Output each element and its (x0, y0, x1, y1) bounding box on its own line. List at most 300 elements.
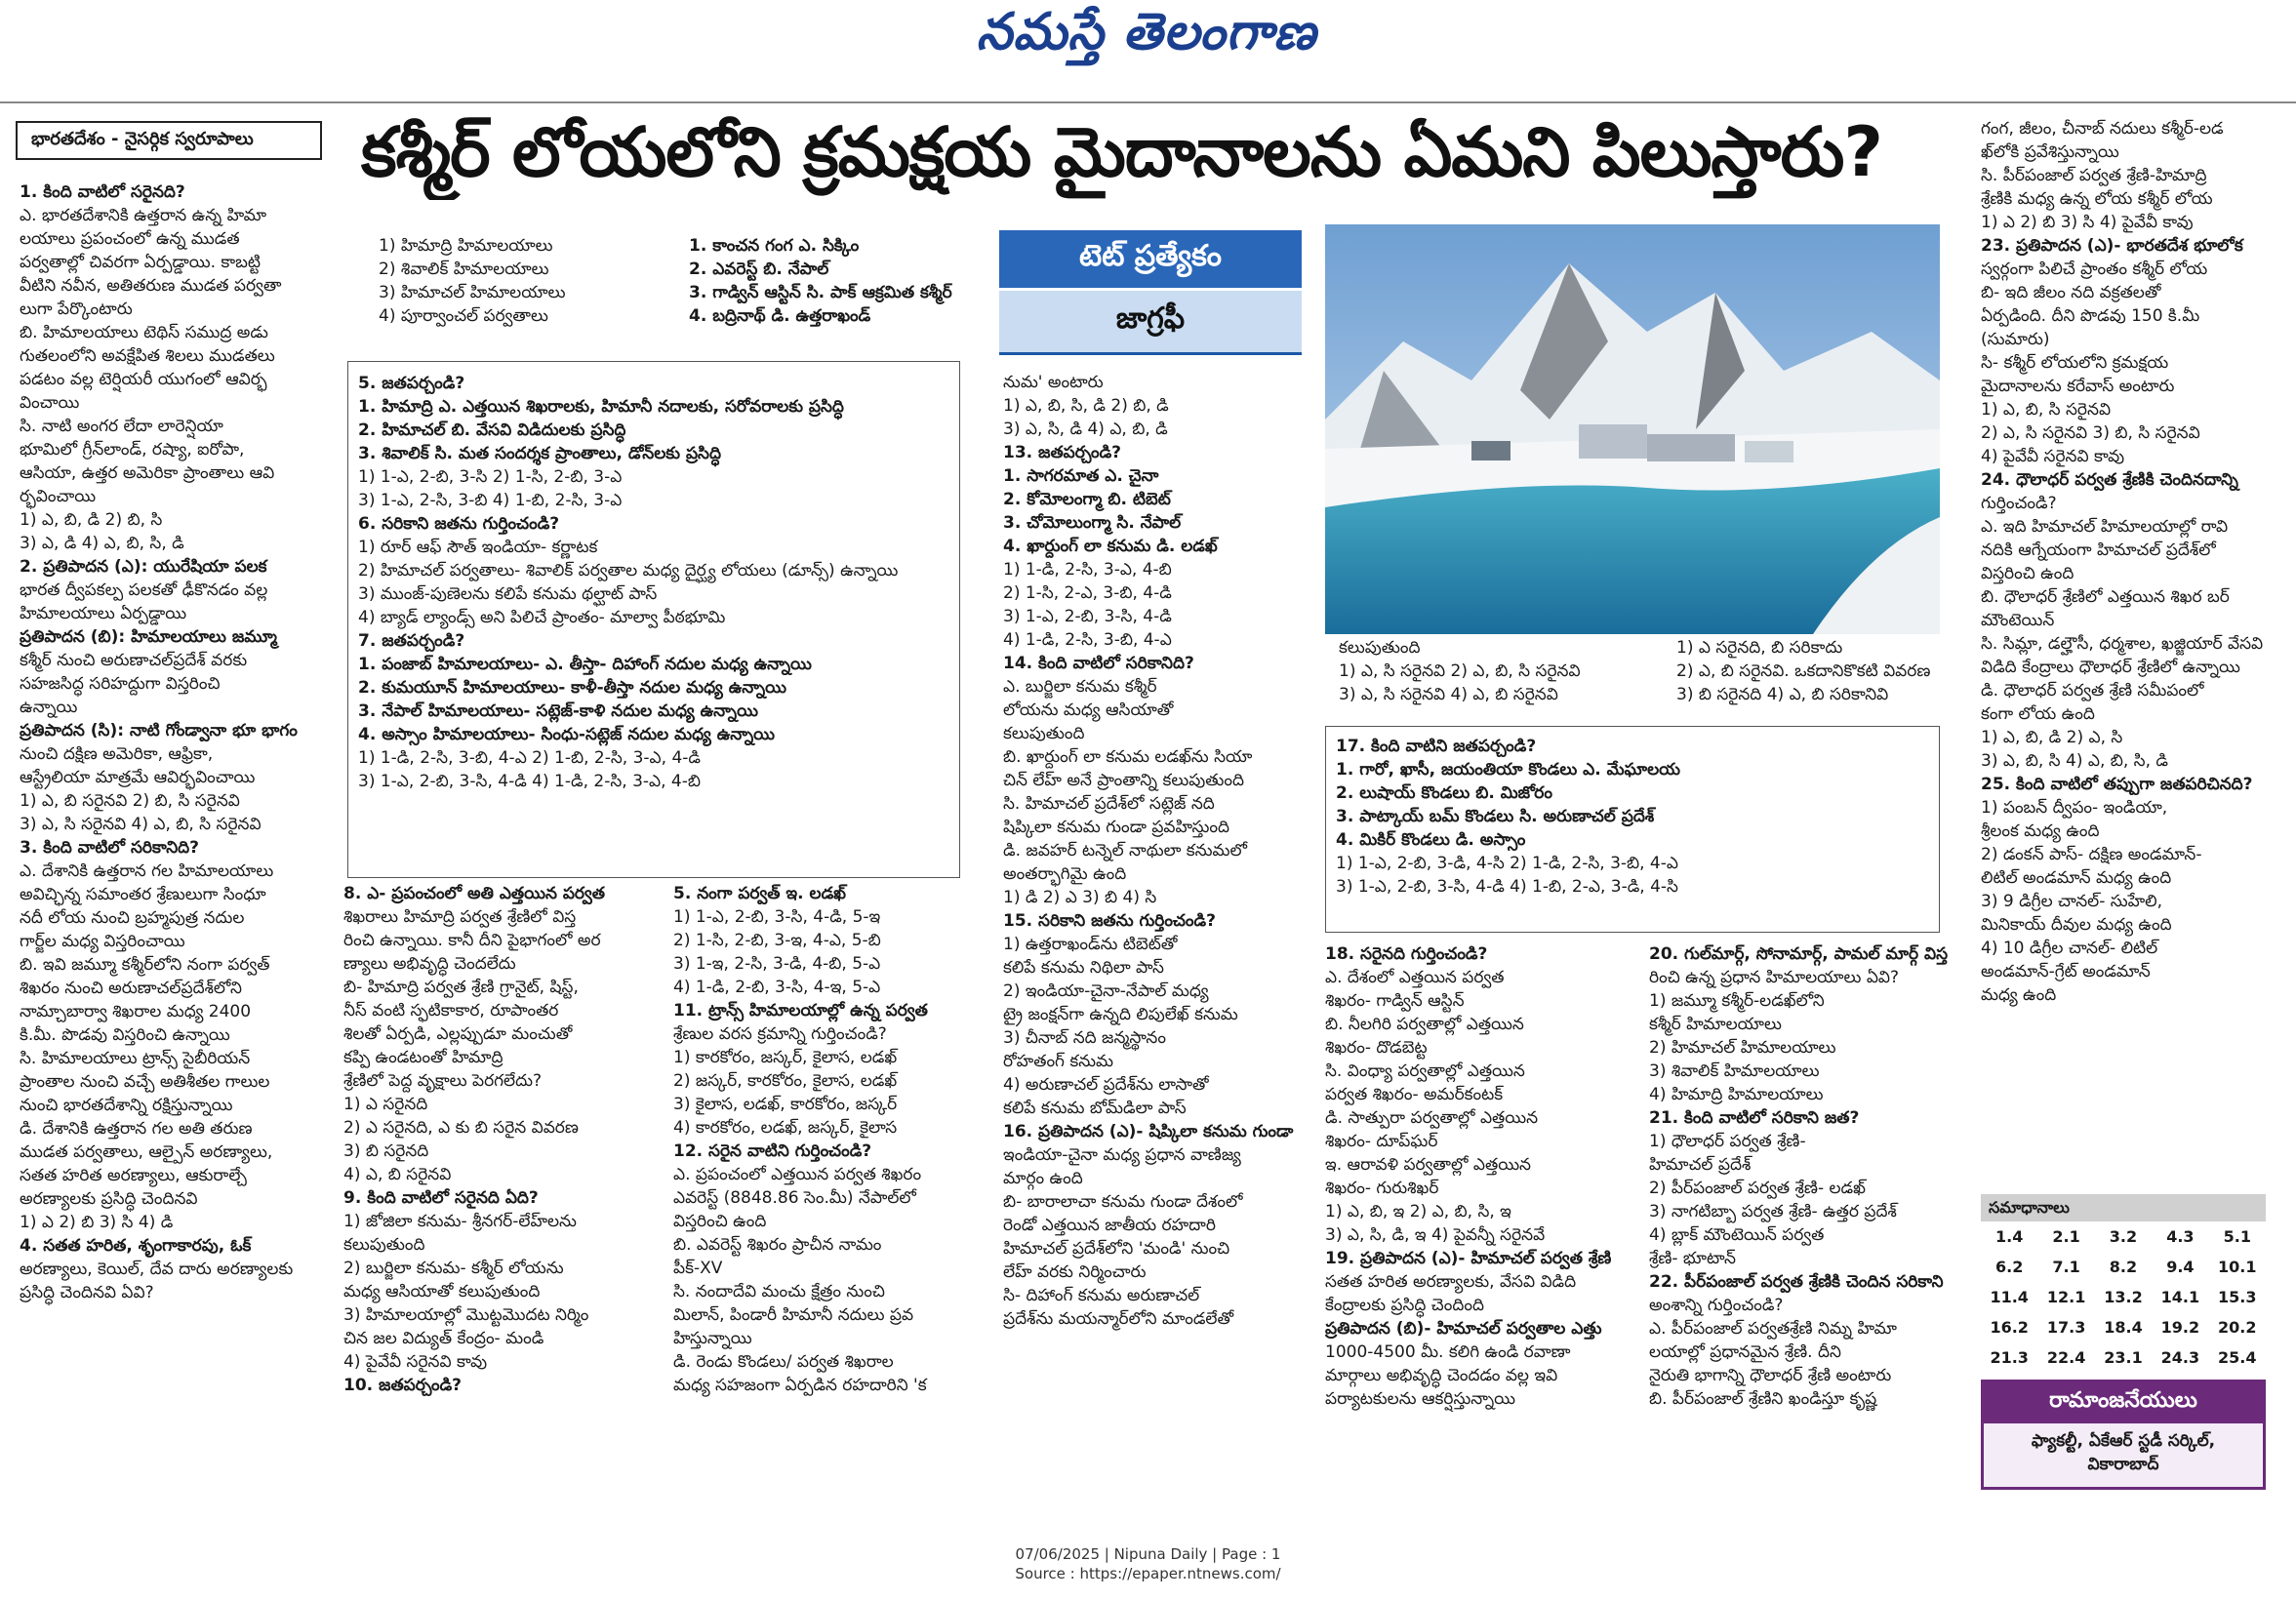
answer-cell: 13.2 (2104, 1288, 2143, 1306)
col1-line: పర్వతాల్లో చివరగా ఏర్పడ్డాయి. కాబట్టి (20, 253, 262, 272)
col4-line: కలుపుతుంది (1003, 724, 1085, 743)
col5-line: ప్రతిపాదన (బి)- హిమాచల్ పర్వతాల ఎత్తు (1325, 1319, 1602, 1339)
col7-line: 1) ఎ, బి, డి 2) ఎ, సి (1981, 728, 2123, 747)
col2_bottom-line: 4) పైవేవీ సరైనవి కావు (343, 1352, 488, 1372)
col4-line: 4. ఖార్దుంగ్ లా కనుమ డి. లడఖ్ (1003, 537, 1218, 556)
col1-line: 1) ఎ 2) బి 3) సి 4) డి (20, 1213, 174, 1232)
col3_bottom-line: ఎవరెస్ట్ (8848.86 సెం.మీ) నేపాల్‌లో (673, 1188, 916, 1208)
answers-title: సమాధానాలు (1981, 1194, 2266, 1221)
box1-line: 7. జతపర్చండి? (358, 631, 465, 651)
col2_bottom-line: 2) ఎ సరైనది, ఎ కు బి సరైన వివరణ (343, 1118, 579, 1138)
col5-line: సతత హరిత అరణ్యాలకు, వేసవి విడిది (1325, 1272, 1577, 1292)
col4-line: 1. సాగరమాత ఎ. చైనా (1003, 466, 1159, 486)
col3_bottom-line: పీక్-XV (673, 1259, 723, 1278)
col7-line: స్వర్గంగా పిలిచే ప్రాంతం కశ్మీర్ లోయ (1981, 260, 2208, 279)
col6-line: 2) హిమాచల్ హిమాలయాలు (1649, 1038, 1836, 1058)
answers-table (1981, 1221, 2266, 1373)
column-1 (20, 180, 332, 1304)
box1-line: 6. సరికాని జతను గుర్తించండి? (358, 514, 560, 534)
col2_bottom-line: శిఖరాలు హిమాద్రి పర్వత శ్రేణిలో విస్త (343, 907, 577, 927)
col2_bottom-line: మధ్య ఆసియాతో కలుపుతుంది (343, 1282, 541, 1301)
col2_bottom-line: 9. కింది వాటిలో సరైనది ఏది? (343, 1188, 539, 1208)
col5-line: బి. నీలగిరి పర్వతాల్లో ఎత్తయిన (1325, 1015, 1524, 1034)
col1-line: కి.మీ. పొడవు విస్తరించి ఉన్నాయి (20, 1025, 230, 1045)
box1-line: 3) ముంజ్-పుణెలను కలిపే కనుమ థల్ఘాట్ పాస్ (358, 584, 658, 604)
col4-line: కలిపే కనుమ నిథిలా పాస్ (1003, 958, 1164, 978)
col5_top-line: 3) ఎ, సి సరైనవి 4) ఎ, బి సరైనవి (1339, 685, 1558, 704)
col3_bottom-line: 1) కారకోరం, జస్కర్, కైలాస, లడఖ్ (673, 1048, 898, 1067)
col1-line: 3. కింది వాటిలో సరికానిది? (20, 838, 199, 858)
col7-line: మౌంటెయిన్ (1981, 611, 2055, 630)
col4-line: ఇండియా-చైనా మధ్య ప్రధాన వాణిజ్య (1003, 1145, 1241, 1165)
col3_bottom-line: ఎ. ప్రపంచంలో ఎత్తయిన పర్వత శిఖరం (673, 1165, 922, 1184)
box1-line: 1) 1-డి, 2-సి, 3-బి, 4-ఎ 2) 1-బి, 2-సి, 3-ఎ, 4-డి (358, 748, 701, 768)
col1-line: పడటం వల్ల టెర్షియరీ యుగంలో ఆవిర్భ (20, 370, 267, 389)
col1-line: భూమిలో గ్రీన్‌లాండ్, రష్యా, ఐరోపా, (20, 440, 245, 460)
col4-line: హిమాచల్ ప్రదేశ్‌లోని 'మండి' నుంచి (1003, 1239, 1230, 1259)
col5-line: 19. ప్రతిపాదన (ఎ)- హిమాచల్ పర్వత శ్రేణి (1325, 1249, 1612, 1268)
answers-row (1981, 1252, 2266, 1282)
col4-line: 15. సరికాని జతను గుర్తించండి? (1003, 911, 1216, 931)
box1-line: 1) 1-ఎ, 2-బి, 3-సి 2) 1-సి, 2-బి, 3-ఎ (358, 467, 623, 487)
col1-line: ప్రసిద్ధి చెందినవి ఏవి? (20, 1283, 154, 1302)
answer-cell: 5.1 (2223, 1227, 2251, 1246)
col2_bottom-line: 2) బుర్జిలా కనుమ- కశ్మీర్ లోయను (343, 1259, 564, 1278)
col7-line: 2) ఎ, సి సరైనవి 3) బి, సి సరైనవి (1981, 423, 2200, 443)
match-box-1 (347, 361, 960, 878)
box1-line: 4) బ్యాడ్ ల్యాండ్స్ అని పిలిచే ప్రాంతం- మాల్వా పీఠభూమి (358, 608, 726, 627)
col7-line: సి. పీర్‌పంజాల్ పర్వత శ్రేణి-హిమాద్రి (1981, 166, 2207, 185)
col7-line: ఎ. ఇది హిమాచల్ హిమాలయాల్లో రావి (1981, 517, 2229, 537)
answer-cell: 15.3 (2218, 1288, 2257, 1306)
col1-line: ఆస్ట్రేలియా మాత్రమే ఆవిర్భవించాయి (20, 768, 256, 787)
headline: కశ్మీర్ లోయలోని క్రమక్షయ మైదానాలను ఏమని పిలుస్తారు? (361, 112, 1882, 192)
col7-line: 3) ఎ, బి, సి 4) ఎ, బి, సి, డి (1981, 751, 2168, 771)
col7-line: 1) పంబన్ ద్వీపం- ఇండియా, (1981, 798, 2168, 818)
col3_bottom-line: హిస్తున్నాయి (673, 1329, 752, 1348)
col4-line: సి- దిహాంగ్ కనుమ అరుణాచల్ (1003, 1286, 1200, 1305)
column-2-top (379, 234, 671, 328)
author-affiliation: ఫ్యాకల్టీ, ఏకేఆర్ స్టడీ సర్కిల్, (2031, 1431, 2216, 1451)
col6-line: కశ్మీర్ హిమాలయాలు (1649, 1015, 1782, 1034)
col3_bottom-line: డి. రెండు కొండలు/ పర్వత శిఖరాల (673, 1352, 894, 1372)
answer-cell: 4.3 (2166, 1227, 2195, 1246)
col3_bottom-line: 1) 1-ఎ, 2-బి, 3-సి, 4-డి, 5-ఇ (673, 907, 881, 927)
col7-line: గంగ, జీలం, చీనాబ్ నదులు కశ్మీర్-లడ (1981, 119, 2224, 139)
col7-line: శ్రేణికి మధ్య ఉన్న లోయ కశ్మీర్ లోయ (1981, 189, 2213, 209)
column-2-bottom (343, 882, 656, 1397)
col7-line: 24. ధౌలాధర్ పర్వత శ్రేణికి చెందినదాన్ని (1981, 470, 2238, 490)
col1-line: అరణ్యాలు, కెయిల్, దేవ దారు అరణ్యాలకు (20, 1260, 294, 1279)
header-rule (0, 101, 2296, 103)
col7-line: మైదానాలను కరేవాస్ అంటారు (1981, 377, 2175, 396)
col7-line: బి- ఇది జీలం నది వక్రతలతో (1981, 283, 2161, 302)
col1-line: ర్భవించాయి (20, 487, 97, 506)
answer-cell: 22.4 (2046, 1348, 2086, 1367)
col1-line: ఎ. భారతదేశానికి ఉత్తరాన ఉన్న హిమా (20, 206, 267, 225)
col7-line: గుర్తించండి? (1981, 494, 2057, 513)
col4-line: 1) 1-డి, 2-సి, 3-ఎ, 4-బి (1003, 560, 1172, 580)
col2_bottom-line: 10. జతపర్చండి? (343, 1376, 463, 1395)
col4-line: 4) 1-డి, 2-సి, 3-బి, 4-ఎ (1003, 630, 1172, 650)
col3_bottom-line: 12. సరైన వాటిని గుర్తించండి? (673, 1141, 872, 1161)
col7-line: ఖ్‌లోకి ప్రవేశిస్తున్నాయి (1981, 142, 2119, 162)
answers-row (1981, 1221, 2266, 1252)
col5-line: డి. సాత్పురా పర్వతాల్లో ఎత్తయిన (1325, 1108, 1539, 1128)
box1-line: 3) 1-ఎ, 2-సి, 3-బి 4) 1-బి, 2-సి, 3-ఎ (358, 491, 623, 510)
answer-cell: 6.2 (1995, 1258, 2024, 1276)
col5-line: శిఖరం- దొడబెట్ట (1325, 1038, 1428, 1058)
col1-line: సి. హిమాలయాలు ట్రాన్స్ సైబీరియన్ (20, 1049, 251, 1068)
col3_bottom-line: 4) కారకోరం, లడఖ్, జస్కర్, కైలాస (673, 1118, 898, 1138)
column-6-top (1676, 636, 1969, 706)
col4-line: 14. కింది వాటిలో సరికానిది? (1003, 654, 1194, 673)
col4-line: 13. జతపర్చండి? (1003, 443, 1122, 462)
col2_bottom-line: 1) ఎ సరైనది (343, 1095, 428, 1114)
col6-line: రించి ఉన్న ప్రధాన హిమాలయాలు ఏవి? (1649, 968, 1900, 987)
col4-line: ట్రై జంక్షన్‌గా ఉన్నది లిపులేఖ్ కనుమ (1003, 1005, 1238, 1024)
col7-line: విడిది కేంద్రాలు ధౌలాధర్ శ్రేణిలో ఉన్నాయి (1981, 658, 2240, 677)
col2_top-line: 4) పూర్వాంచల్ పర్వతాలు (379, 306, 548, 326)
col7-line: (సుమారు) (1981, 330, 2050, 349)
box1-line: 4. అస్సాం హిమాలయాలు- సింధు-సట్లెజ్ నదుల మధ్య ఉన్నాయి (358, 725, 776, 744)
col1-line: లుగా పేర్కొంటారు (20, 300, 133, 319)
col7-line: శ్రీలంక మధ్య ఉంది (1981, 821, 2100, 841)
col1-line: బి. హిమాలయాలు టెథిస్ సముద్ర అడు (20, 323, 268, 342)
col4-line: సి. హిమాచల్ ప్రదేశ్‌లో సట్లెజ్ నది (1003, 794, 1215, 814)
col3_bottom-line: విస్తరించి ఉంది (673, 1212, 767, 1231)
box2-line: 2. లుషాయ్ కొండలు బి. మిజోరం (1336, 783, 1553, 803)
col5-line: 1000-4500 మీ. కలిగి ఉండి రవాణా (1325, 1342, 1571, 1362)
col7-line: విస్తరించి ఉంది (1981, 564, 2074, 583)
col5-line: శిఖరం- గాడ్విన్ ఆస్టిన్ (1325, 991, 1465, 1011)
col5-line: శిఖరం- దూప్‌ఘర్ (1325, 1132, 1438, 1151)
col1-line: వించాయి (20, 393, 80, 413)
answer-cell: 18.4 (2104, 1318, 2143, 1337)
col4-line: 2) 1-సి, 2-ఎ, 3-బి, 4-డి (1003, 583, 1172, 603)
col1-line: అరణ్యాలకు ప్రసిద్ధి చెందినవి (20, 1189, 198, 1209)
column-6 (1649, 942, 1971, 1411)
col1-line: డి. దేశానికి ఉత్తరాన గల అతి తరుణ (20, 1119, 253, 1139)
col2_bottom-line: శిలతో ఏర్పడి, ఎల్లప్పుడూ మంచుతో (343, 1024, 573, 1044)
box2-line: 3. పాట్కాయ్ బమ్ కొండలు సి. అరుణాచల్ ప్రదేశ్ (1336, 807, 1655, 826)
col6-line: 4) హిమాద్రి హిమాలయాలు (1649, 1085, 1824, 1104)
col1-line: కశ్మీర్ నుంచి అరుణాచల్‌ప్రదేశ్ వరకు (20, 651, 248, 670)
col4-line: 3) 1-ఎ, 2-బి, 3-సి, 4-డి (1003, 607, 1172, 626)
col4-line: బి. ఖార్దుంగ్ లా కనుమ లడఖ్‌ను సియా (1003, 747, 1253, 767)
col1-line: గార్జ్‌ల మధ్య విస్తరించాయి (20, 932, 185, 951)
col4-line: 1) డి 2) ఎ 3) బి 4) సి (1003, 888, 1157, 907)
col6-line: 1) ధౌలాధర్ పర్వత శ్రేణి- (1649, 1132, 1806, 1151)
col2_bottom-line: 3) హిమాలయాల్లో మొట్టమొదట నిర్మిం (343, 1305, 589, 1325)
answer-cell: 16.2 (1990, 1318, 2029, 1337)
footer-source: Source : https://epaper.ntnews.com/ (1015, 1565, 1281, 1582)
col6-line: 20. గుల్‌మార్గ్, సోనామార్గ్, పామల్ మార్గ్ విస్త (1649, 944, 1949, 964)
col3_bottom-line: 2) జస్కర్, కారకోరం, కైలాస, లడఖ్ (673, 1071, 898, 1091)
answer-cell: 12.1 (2046, 1288, 2086, 1306)
col1-line: నదీ లోయ నుంచి బ్రహ్మపుత్ర నదుల (20, 908, 245, 928)
col6_top-line: 2) ఎ, బి సరైనవి. ఒకదానికొకటి వివరణ (1676, 661, 1931, 681)
answer-cell: 10.1 (2218, 1258, 2257, 1276)
col2_top-line: 1) హిమాద్రి హిమాలయాలు (379, 236, 553, 256)
col1-line: నామ్చాబార్వా శిఖరాల మధ్య 2400 (20, 1002, 252, 1021)
col7-line: నదికి ఆగ్నేయంగా హిమాచల్ ప్రదేశ్‌లో (1981, 540, 2216, 560)
col2_bottom-line: నీస్ వంటి స్ఫటికాకార, రూపాంతర (343, 1001, 559, 1021)
col4-line: 4) అరుణాచల్ ప్రదేశ్‌ను లాసాతో (1003, 1075, 1209, 1095)
col7-line: కంగా లోయ ఉంది (1981, 704, 2095, 724)
col4-line: డి. జవహర్ టన్నెల్ నాథులా కనుమలో (1003, 841, 1247, 861)
col6-line: 2) పీర్‌పంజాల్ పర్వత శ్రేణి- లడఖ్ (1649, 1179, 1866, 1198)
column-1-text (20, 180, 332, 1304)
col5-line: ఎ. దేశంలో ఎత్తయిన పర్వత (1325, 968, 1505, 987)
box1-line: 2) హిమాచల్ పర్వతాలు- శివాలిక్ పర్వతాల మధ్య దైర్ఘ్య లోయలు (డూన్స్) ఉన్నాయి (358, 561, 899, 580)
col5-line: మార్గాలు అభివృద్ధి చెందడం వల్ల ఇవి (1325, 1366, 1558, 1385)
col3_bottom-line: 3) 1-ఇ, 2-సి, 3-డి, 4-బి, 5-ఎ (673, 954, 881, 974)
col1-line: అవిచ్ఛిన్న సమాంతర శ్రేణులుగా సింధూ (20, 885, 266, 904)
match-box-2 (1325, 726, 1940, 933)
col3_bottom-line: 4) 1-డి, 2-బి, 3-సి, 4-ఇ, 5-ఎ (673, 978, 881, 997)
col6-line: అంశాన్ని గుర్తించండి? (1649, 1296, 1784, 1315)
col4-line: లేహ్ వరకు నిర్మించారు (1003, 1262, 1147, 1282)
col6-line: ఎ. పీర్‌పంజాల్ పర్వతశ్రేణి నిమ్న హిమా (1649, 1319, 1897, 1339)
answer-cell: 1.4 (1995, 1227, 2024, 1246)
col7-line: మధ్య ఉంది (1981, 985, 2057, 1005)
answers-row (1981, 1312, 2266, 1342)
col3_top-line: 1. కాంచన గంగ ఎ. సిక్కిం (689, 236, 860, 256)
col4-line: షిప్కిలా కనుమ గుండా ప్రవహిస్తుంది (1003, 818, 1229, 837)
author-box (1981, 1380, 2266, 1490)
box1-line: 3. నేపాల్ హిమాలయాలు- సట్లెజ్-కాళి నదుల మధ్య ఉన్నాయి (358, 701, 758, 721)
col1-line: లయాలు ప్రపంచంలో ఉన్న ముడత (20, 229, 240, 249)
col5-line: 18. సరైనది గుర్తించండి? (1325, 944, 1488, 964)
col1-line: శిఖరం నుంచి అరుణాచల్‌ప్రదేశ్‌లోని (20, 979, 242, 998)
col1-line: ఆసియా, ఉత్తర అమెరికా ప్రాంతాలు ఆవి (20, 463, 275, 483)
col4-line: చిన్ లేహ్ అనే ప్రాంతాన్ని కలుపుతుంది (1003, 771, 1244, 790)
col6-line: 3) శివాలిక్ హిమాలయాలు (1649, 1061, 1820, 1081)
col1-line: 1. కింది వాటిలో సరైనది? (20, 182, 185, 202)
col4-line: బి- బారాలాచా కనుమ గుండా దేశంలో (1003, 1192, 1243, 1212)
col1-line: భారత ద్వీపకల్ప పలకతో ఢీకొనడం వల్ల (20, 580, 268, 600)
col6-line: 21. కింది వాటిలో సరికాని జత? (1649, 1108, 1860, 1128)
col6-line: 3) నాగటిబ్బా పర్వత శ్రేణి- ఉత్తర ప్రదేశ్ (1649, 1202, 1897, 1221)
col7-line: సి. సిమ్లా, డల్హౌసీ, ధర్మశాల, ఖజ్జియార్ వేసవి (1981, 634, 2264, 654)
col7-line: డి. ధౌలాధర్ పర్వత శ్రేణి సమీపంలో (1981, 681, 2204, 700)
answer-cell: 24.3 (2160, 1348, 2200, 1367)
col2_bottom-line: 4) ఎ, బి సరైనవి (343, 1165, 452, 1184)
col7-line: 1) ఎ, బి, సి సరైనవి (1981, 400, 2112, 420)
article-photo (1325, 224, 1940, 634)
col1-line: సతత హరిత అరణ్యాలు, ఆకురాల్చే (20, 1166, 247, 1185)
col5-line: కేంద్రాలకు ప్రసిద్ధి చెందింది (1325, 1296, 1484, 1315)
col4-line: కలిపే కనుమ బోమ్‌డిలా పాస్ (1003, 1099, 1187, 1118)
answers-row (1981, 1342, 2266, 1373)
col1-line: ఎ. దేశానికి ఉత్తరాన గల హిమాలయాలు (20, 861, 274, 881)
col1-line: 4. సతత హరిత, శృంగాకారపు, ఓక్ (20, 1236, 252, 1256)
col7-line: 25. కింది వాటిలో తప్పుగా జతపరిచినది? (1981, 775, 2253, 794)
col3_top-line: 4. బద్రినాథ్ డి. ఉత్తరాఖండ్ (689, 306, 871, 326)
col2_bottom-line: 3) బి సరైనది (343, 1141, 429, 1161)
answer-cell: 14.1 (2160, 1288, 2200, 1306)
col3_bottom-line: 5. నంగా పర్వత్ ఇ. లడఖ్ (673, 884, 846, 903)
col4-line: లోయను మధ్య ఆసియాతో (1003, 700, 1174, 720)
col7-line: 2) డంకన్ పాస్- దక్షిణ అండమాన్- (1981, 845, 2202, 864)
col3_bottom-line: మధ్య సహజంగా ఏర్పడిన రహదారిని 'క (673, 1376, 927, 1395)
col6-line: శ్రేణి- భూటాన్ (1649, 1249, 1736, 1268)
box2-line: 3) 1-ఎ, 2-బి, 3-సి, 4-డి 4) 1-బి, 2-ఎ, 3-డి, 4-సి (1336, 877, 1678, 897)
col6-line: బి. పీర్‌పంజాల్ శ్రేణిని ఖండిస్తూ కృష్ణ (1649, 1389, 1877, 1409)
col2_top-line: 3) హిమాచల్ హిమాలయాలు (379, 283, 566, 302)
col1-line: ఉన్నాయి (20, 698, 78, 717)
col3_bottom-line: సి. నందాదేవి మంచు క్షేత్రం నుంచి (673, 1282, 885, 1301)
column-5 (1325, 942, 1647, 1411)
col4-line: నుమ' అంటారు (1003, 373, 1104, 392)
col4-line: 3) చీనాబ్ నది జన్మస్థానం (1003, 1028, 1166, 1048)
col4-line: ఎ. బుర్జిలా కనుమ కశ్మీర్ (1003, 677, 1157, 697)
answer-cell: 9.4 (2166, 1258, 2195, 1276)
box2-line: 4. మికిర్ కొండలు డి. అస్సాం (1336, 830, 1526, 850)
col1-line: ముడత పర్వతాలు, ఆల్పైన్ అరణ్యాలు, (20, 1142, 273, 1162)
col3_top-line: 3. గాడ్విన్ ఆస్టిన్ సి. పాక్ ఆక్రమిత కశ్మీర్ (689, 283, 952, 302)
box2-line: 17. కింది వాటిని జతపర్చండి? (1336, 737, 1537, 756)
col1-line: సహజసిద్ధ సరిహద్దుగా విస్తరించి (20, 674, 221, 694)
box2-line: 1) 1-ఎ, 2-బి, 3-డి, 4-సి 2) 1-డి, 2-సి, 3-బి, 4-ఎ (1336, 854, 1678, 873)
col5_top-line: కలుపుతుంది (1339, 638, 1421, 658)
column-5-top (1339, 636, 1651, 706)
col1-line: ప్రతిపాదన (బి): హిమాలయాలు జమ్మూ (20, 627, 277, 647)
tet-label: టెట్ ప్రత్యేకం (999, 230, 1302, 291)
box1-line: 1. హిమాద్రి ఎ. ఎత్తయిన శిఖరాలకు, హిమానీ నదాలకు, సరోవరాలకు ప్రసిద్ధి (358, 397, 844, 417)
col4-line: రెండో ఎత్తయిన జాతీయ రహదారి (1003, 1216, 1216, 1235)
col1-line: ప్రతిపాదన (సి): నాటి గోండ్వానా భూ భాగం (20, 721, 298, 740)
col7-line: అండమాన్-గ్రేట్ అండమాన్ (1981, 962, 2151, 981)
answer-cell: 19.2 (2160, 1318, 2200, 1337)
col1-line: సి. నాటి అంగర లేదా లారెన్షియా (20, 417, 223, 436)
answer-cell: 11.4 (1990, 1288, 2029, 1306)
col4-line: 16. ప్రతిపాదన (ఎ)- షిప్కిలా కనుమ గుండా (1003, 1122, 1294, 1141)
col7-line: మినికాయ్ దీవుల మధ్య ఉంది (1981, 915, 2172, 935)
col3_bottom-line: మిలాన్, పిండారీ హిమానీ నదులు ప్రవ (673, 1305, 914, 1325)
col1-line: నుంచి భారతదేశాన్ని రక్షిస్తున్నాయి (20, 1096, 233, 1115)
col1-line: హిమాలయాలు ఏర్పడ్డాయి (20, 604, 187, 623)
col1-line: గుతలంలోని అవక్షేపిత శిలలు ముడతలు (20, 346, 275, 366)
answer-cell: 2.1 (2052, 1227, 2080, 1246)
col6-line: లయాల్లో ప్రధానమైన శ్రేణి. దీని (1649, 1342, 1841, 1362)
box1-line: 2. కుమయూన్ హిమాలయాలు- కాళీ-తీస్తా నదుల మధ్య ఉన్నాయి (358, 678, 787, 698)
box1-line: 2. హిమాచల్ బి. వేసవి విడిదులకు ప్రసిద్ధి (358, 420, 626, 440)
col5-line: సి. వింధ్యా పర్వతాల్లో ఎత్తయిన (1325, 1061, 1525, 1081)
box1-line: 1) రూర్ ఆఫ్ సౌత్ ఇండియా- కర్ణాటక (358, 538, 598, 557)
col5-line: పర్వత శిఖరం- అమర్‌కంటక్ (1325, 1085, 1504, 1104)
col6_top-line: 3) బి సరైనది 4) ఎ, బి సరికానివి (1676, 685, 1889, 704)
col5-line: 3) ఎ, సి, డి, ఇ 4) పైవన్నీ సరైనవే (1325, 1225, 1546, 1245)
col4-line: 2) ఇండియా-చైనా-నేపాల్ మధ్య (1003, 981, 1209, 1001)
author-name: రామాంజనేయులు (1984, 1382, 2263, 1423)
col7-line: 4) 10 డిగ్రీల చానల్- లిటిల్ (1981, 939, 2158, 958)
answers-row (1981, 1282, 2266, 1312)
col1-line: బి. ఇవి జమ్మూ కశ్మీర్‌లోని నంగా పర్వత్ (20, 955, 270, 975)
answer-cell: 3.2 (2109, 1227, 2138, 1246)
col1-line: 1) ఎ, బి, డి 2) బి, సి (20, 510, 163, 530)
col1-line: వీటిని నవీన, అతితరుణ ముడత పర్వతా (20, 276, 282, 296)
col4-line: ప్రదేశ్‌ను మయన్మార్‌లోని మాండలేతో (1003, 1309, 1234, 1329)
col4-line: 1) ఎ, బి, సి, డి 2) బి, డి (1003, 396, 1169, 416)
answer-cell: 20.2 (2218, 1318, 2257, 1337)
category-label: భారతదేశం - నైసర్గిక స్వరూపాలు (16, 121, 322, 160)
col3_bottom-line: బి. ఎవరెస్ట్ శిఖరం ప్రాచీన నామం (673, 1235, 882, 1255)
col1-line: నుంచి దక్షిణ అమెరికా, ఆఫ్రికా, (20, 744, 214, 764)
col4-line: 3) ఎ, సి, డి 4) ఎ, బి, డి (1003, 420, 1168, 439)
col1-line: 1) ఎ, బి సరైనవి 2) బి, సి సరైనవి (20, 791, 240, 811)
col2_top-line: 2) శివాలిక్ హిమాలయాలు (379, 260, 549, 279)
col5_top-line: 1) ఎ, సి సరైనవి 2) ఎ, బి, సి సరైనవి (1339, 661, 1581, 681)
col6-line: 1) జమ్మూ కశ్మీర్-లడఖ్‌లోని (1649, 991, 1825, 1011)
col4-line: రోహతంగ్ కనుమ (1003, 1052, 1114, 1071)
col6-line: 4) బ్లాక్ మౌంటెయిన్ పర్వత (1649, 1225, 1825, 1245)
col1-line: 2. ప్రతిపాదన (ఎ): యురేషియా పలక (20, 557, 267, 577)
subject-label: జాగ్రఫీ (999, 291, 1302, 352)
answer-cell: 8.2 (2109, 1258, 2138, 1276)
column-7 (1981, 117, 2274, 1007)
col3_bottom-line: 2) 1-సి, 2-బి, 3-ఇ, 4-ఎ, 5-బి (673, 931, 881, 950)
col4-line: 2. కోమోలంగ్మా బి. టిబెట్ (1003, 490, 1171, 509)
col4-line: 1) ఉత్తరాఖండ్‌ను టిబెట్‌తో (1003, 935, 1178, 954)
answer-cell: 7.1 (2052, 1258, 2080, 1276)
col1-line: 3) ఎ, డి 4) ఎ, బి, సి, డి (20, 534, 184, 553)
col5-line: ఇ. ఆరావళి పర్వతాల్లో ఎత్తయిన (1325, 1155, 1531, 1175)
footer-date: 07/06/2025 | Nipuna Daily | Page : 1 (1015, 1545, 1281, 1563)
col2_bottom-line: బి- హిమాద్రి పర్వత శ్రేణి గ్రానైట్, షిస్ట్, (343, 978, 579, 997)
col2_bottom-line: కలుపుతుంది (343, 1235, 425, 1255)
col7-line: లిటిల్ అండమాన్ మధ్య ఉంది (1981, 868, 2172, 888)
answer-cell: 25.4 (2218, 1348, 2257, 1367)
col4-line: అంతర్భాగిమై ఉంది (1003, 864, 1127, 884)
col1-line: 3) ఎ, సి సరైనవి 4) ఎ, బి, సి సరైనవి (20, 815, 262, 834)
col1-line: ప్రాంతాల నుంచి వచ్చే అతిశీతల గాలుల (20, 1072, 270, 1092)
col5-line: 1) ఎ, బి, ఇ 2) ఎ, బి, సి, ఇ (1325, 1202, 1511, 1221)
col6-line: హిమాచల్ ప్రదేశ్ (1649, 1155, 1752, 1175)
col6_top-line: 1) ఎ సరైనది, బి సరికాదు (1676, 638, 1843, 658)
box1-line: 1. పంజాబ్ హిమాలయాలు- ఎ. తీస్తా- దిహాంగ్ నదుల మధ్య ఉన్నాయి (358, 655, 812, 674)
box1-line: 3. శివాలిక్ సి. మత సందర్శక ప్రాంతాలు, డోన్‌లకు ప్రసిద్ధి (358, 444, 721, 463)
column-3-top (689, 234, 1001, 328)
box2-line: 1. గారో, ఖాసీ, జయంతియా కొండలు ఎ. మేఘాలయ (1336, 760, 1680, 780)
col5-line: పర్యాటకులను ఆకర్షిస్తున్నాయి (1325, 1389, 1516, 1409)
column-4 (1003, 371, 1325, 1331)
answer-cell: 23.1 (2104, 1348, 2143, 1367)
col3_bottom-line: 11. ట్రాన్స్ హిమాలయాల్లో ఉన్న పర్వత (673, 1001, 928, 1021)
col4-line: మార్గం ఉంది (1003, 1169, 1083, 1188)
col6-line: 22. పీర్‌పంజాల్ పర్వత శ్రేణికి చెందిన సరికాని (1649, 1272, 1944, 1292)
col2_bottom-line: 1) జోజిలా కనుమ- శ్రీనగర్-లేహ్‌లను (343, 1212, 577, 1231)
author-location: వికారాబాద్ (2087, 1455, 2159, 1474)
col2_bottom-line: శ్రేణిలో పెద్ద వృక్షాలు పెరగలేదు? (343, 1071, 543, 1091)
section-badge (999, 230, 1302, 355)
col7-line: బి. ధౌలాధర్ శ్రేణిలో ఎత్తయిన శిఖర బర్ (1981, 587, 2230, 607)
answer-cell: 21.3 (1990, 1348, 2029, 1367)
col2_bottom-line: ణ్యాలు అభివృద్ధి చెందలేదు (343, 954, 516, 974)
col7-line: 1) ఎ 2) బి 3) సి 4) పైవేవీ కావు (1981, 213, 2194, 232)
answers-box (1981, 1194, 2266, 1375)
box1-line: 5. జతపర్చండి? (358, 374, 465, 393)
col2_bottom-line: 8. ఎ- ప్రపంచంలో అతి ఎత్తయిన పర్వత (343, 884, 606, 903)
col6-line: నైరుతి భాగాన్ని ధౌలాధర్ శ్రేణి అంటారు (1649, 1366, 1892, 1385)
col7-line: 23. ప్రతిపాదన (ఎ)- భారతదేశ భూలోక (1981, 236, 2243, 256)
col3_top-line: 2. ఎవరెస్ట్ బి. నేపాల్ (689, 260, 829, 279)
col7-line: ఏర్పడింది. దీని పొడవు 150 కి.మీ (1981, 306, 2200, 326)
col2_bottom-line: చిన జల విద్యుత్ కేంద్రం- మండి (343, 1329, 544, 1348)
col2_bottom-line: కప్పి ఉండటంతో హిమాద్రి (343, 1048, 504, 1067)
col7-line: సి- కశ్మీర్ లోయలోని క్రమక్షయ (1981, 353, 2169, 373)
